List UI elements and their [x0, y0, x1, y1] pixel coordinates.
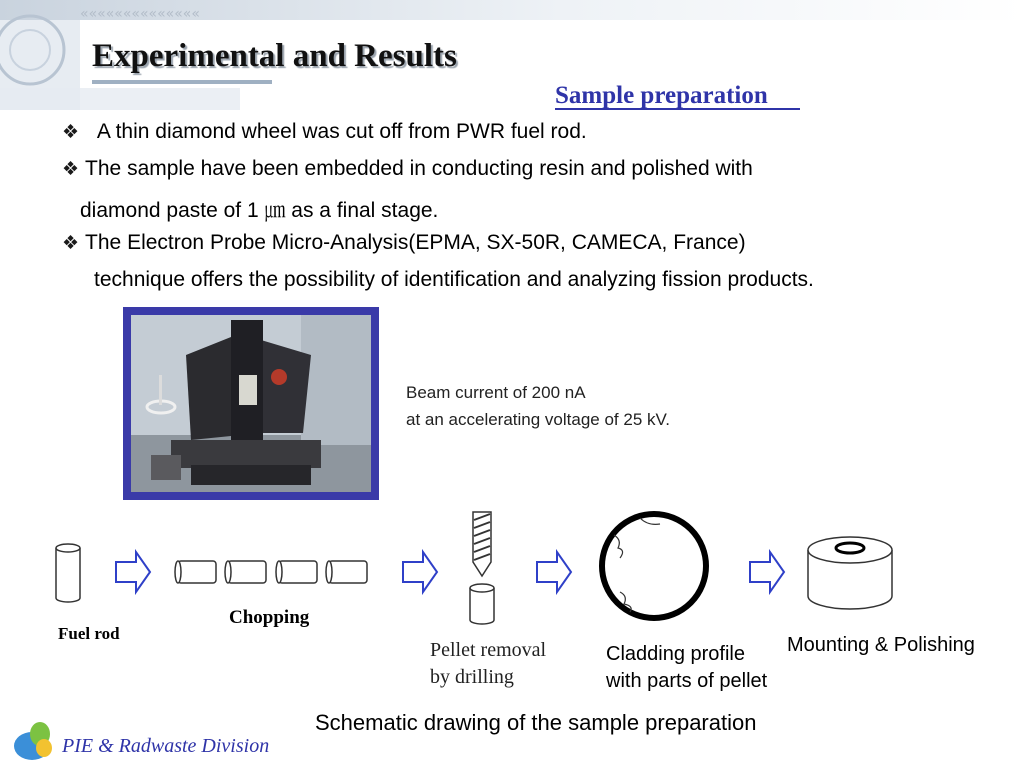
mounted-sample-icon — [808, 537, 892, 609]
arrow-right-icon — [750, 552, 784, 592]
beam-voltage-text: at an accelerating voltage of 25 kV. — [406, 410, 670, 429]
bullet-text-continued: technique offers the possibility of identification and analyzing fission products. — [94, 268, 814, 291]
pellet-removal-label-line1: Pellet removal — [430, 639, 547, 661]
beam-conditions-note — [406, 379, 670, 433]
diamond-bullet-icon: ❖ — [62, 122, 80, 143]
epma-instrument-photo — [131, 315, 371, 492]
arrow-right-icon — [403, 552, 437, 592]
pellet-removal-label-line2: by drilling — [430, 666, 514, 688]
svg-text:««««««««««««««: «««««««««««««« — [80, 6, 200, 22]
division-logo-icon — [8, 712, 64, 768]
diamond-bullet-icon: ❖ — [62, 233, 80, 254]
bullet-text: A thin diamond wheel was cut off from PWR fuel rod. — [96, 120, 587, 143]
bullet-item — [62, 120, 587, 144]
bullet-text: The sample have been embedded in conducting resin and polished with — [85, 157, 753, 180]
chopped-segments-icon — [175, 561, 367, 583]
cladding-label-line1: Cladding profile — [606, 643, 745, 665]
bullet-item — [62, 157, 753, 181]
beam-current-text: Beam current of 200 nA — [406, 383, 586, 402]
division-footer: PIE & Radwaste Division — [62, 735, 270, 757]
fuel-rod-label: Fuel rod — [58, 624, 120, 643]
fuel-rod-icon — [56, 544, 80, 602]
arrow-right-icon — [537, 552, 571, 592]
diamond-bullet-icon: ❖ — [62, 159, 80, 180]
schematic-caption: Schematic drawing of the sample preparation — [315, 710, 757, 735]
mounting-polishing-label: Mounting & Polishing — [787, 634, 975, 656]
epma-photo-frame — [123, 307, 379, 500]
pellet-icon — [470, 584, 494, 624]
bullet-text: The Electron Probe Micro-Analysis(EPMA, SX-50R, CAMECA, France) — [85, 231, 746, 254]
bullet-text-continued: diamond paste of 1 ㎛ as a final stage. — [80, 199, 439, 222]
arrow-right-icon — [116, 552, 150, 592]
drill-bit-icon — [473, 512, 491, 576]
cladding-ring-icon — [602, 514, 706, 618]
bullet-item — [62, 231, 746, 255]
page-title: Experimental and Results — [92, 38, 457, 74]
chopping-label: Chopping — [229, 607, 310, 628]
cladding-label-line2: with parts of pellet — [606, 670, 768, 692]
section-subtitle: Sample preparation — [555, 82, 768, 109]
